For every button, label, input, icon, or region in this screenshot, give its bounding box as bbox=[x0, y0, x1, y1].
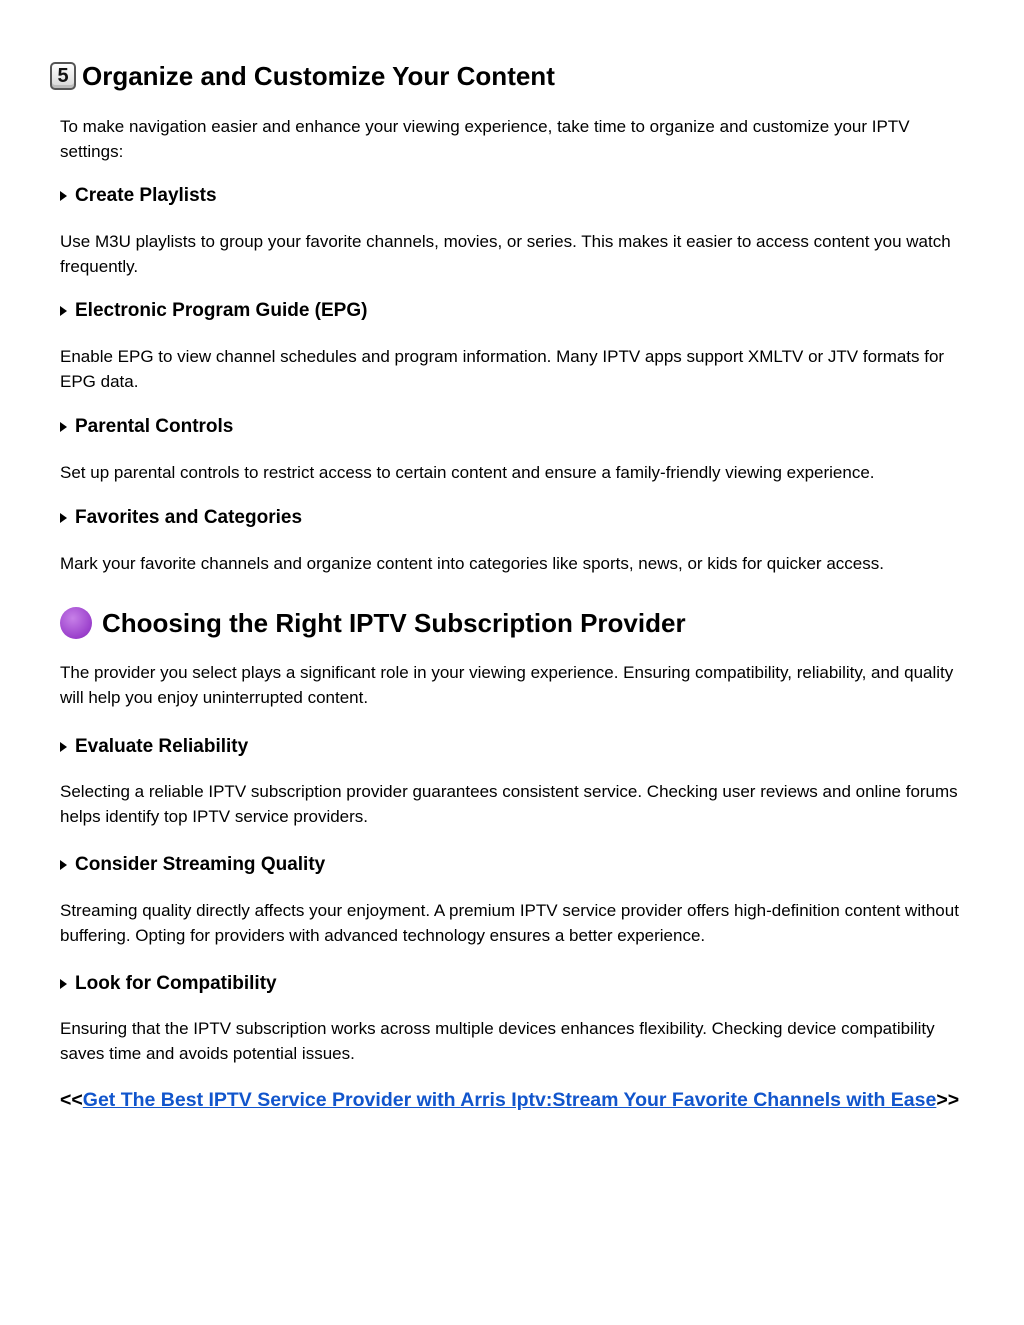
section-title: Choosing the Right IPTV Subscription Provider bbox=[102, 608, 686, 638]
section-title: Organize and Customize Your Content bbox=[82, 61, 555, 91]
subheading-label: Electronic Program Guide (EPG) bbox=[75, 300, 368, 321]
bullet-triangle-icon bbox=[60, 513, 67, 523]
bullet-triangle-icon bbox=[60, 191, 67, 201]
paragraph: Ensuring that the IPTV subscription works across multiple devices enhances flexibility. Checking device compatibility saves time and avoids potential issues. bbox=[60, 1019, 935, 1063]
call-to-action bbox=[60, 1086, 960, 1114]
subheading-epg bbox=[60, 299, 367, 323]
section-heading-organize bbox=[50, 60, 555, 92]
subheading-label: Favorites and Categories bbox=[75, 507, 303, 528]
keycap-five-icon: 5 bbox=[50, 62, 76, 90]
subheading-create-playlists bbox=[60, 184, 217, 208]
subheading-streaming-quality bbox=[60, 853, 325, 877]
bullet-triangle-icon bbox=[60, 742, 67, 752]
provider-link[interactable]: Get The Best IPTV Service Provider with Arris Iptv:Stream Your Favorite Channels with Ease bbox=[82, 1089, 937, 1111]
subheading-parental-controls bbox=[60, 415, 233, 439]
section-intro: To make navigation easier and enhance your viewing experience, take time to organize and customize your IPTV settings: bbox=[60, 117, 910, 161]
subheading-favorites-categories bbox=[60, 506, 302, 530]
bullet-triangle-icon bbox=[60, 860, 67, 870]
subheading-label: Parental Controls bbox=[75, 416, 234, 437]
purple-circle-icon bbox=[60, 607, 92, 639]
paragraph: Streaming quality directly affects your enjoyment. A premium IPTV service provider offers high-definition content without buffering. Opting for providers with advanced technology ensures a better experience. bbox=[60, 901, 959, 945]
bullet-triangle-icon bbox=[60, 979, 67, 989]
paragraph: Mark your favorite channels and organize content into categories like sports, news, or kids for quicker access. bbox=[60, 554, 884, 573]
paragraph: Selecting a reliable IPTV subscription provider guarantees consistent service. Checking user reviews and online forums helps identify top IPTV service providers. bbox=[60, 782, 958, 826]
subheading-label: Create Playlists bbox=[75, 185, 217, 206]
section-heading-provider bbox=[60, 606, 686, 640]
cta-suffix: >> bbox=[936, 1089, 960, 1111]
paragraph: Enable EPG to view channel schedules and program information. Many IPTV apps support XMLTV or JTV formats for EPG data. bbox=[60, 347, 945, 391]
section-intro: The provider you select plays a significant role in your viewing experience. Ensuring compatibility, reliability, and quality will help you enjoy uninterrupted content. bbox=[60, 663, 954, 707]
paragraph: Use M3U playlists to group your favorite channels, movies, or series. This makes it easier to access content you watch frequently. bbox=[60, 232, 951, 276]
subheading-label: Look for Compatibility bbox=[75, 973, 277, 994]
subheading-label: Consider Streaming Quality bbox=[75, 854, 326, 875]
subheading-compatibility bbox=[60, 972, 277, 996]
subheading-label: Evaluate Reliability bbox=[75, 736, 249, 757]
bullet-triangle-icon bbox=[60, 422, 67, 432]
subheading-evaluate-reliability bbox=[60, 735, 248, 759]
cta-prefix: << bbox=[60, 1089, 83, 1111]
bullet-triangle-icon bbox=[60, 306, 67, 316]
paragraph: Set up parental controls to restrict access to certain content and ensure a family-friendly viewing experience. bbox=[60, 463, 875, 482]
